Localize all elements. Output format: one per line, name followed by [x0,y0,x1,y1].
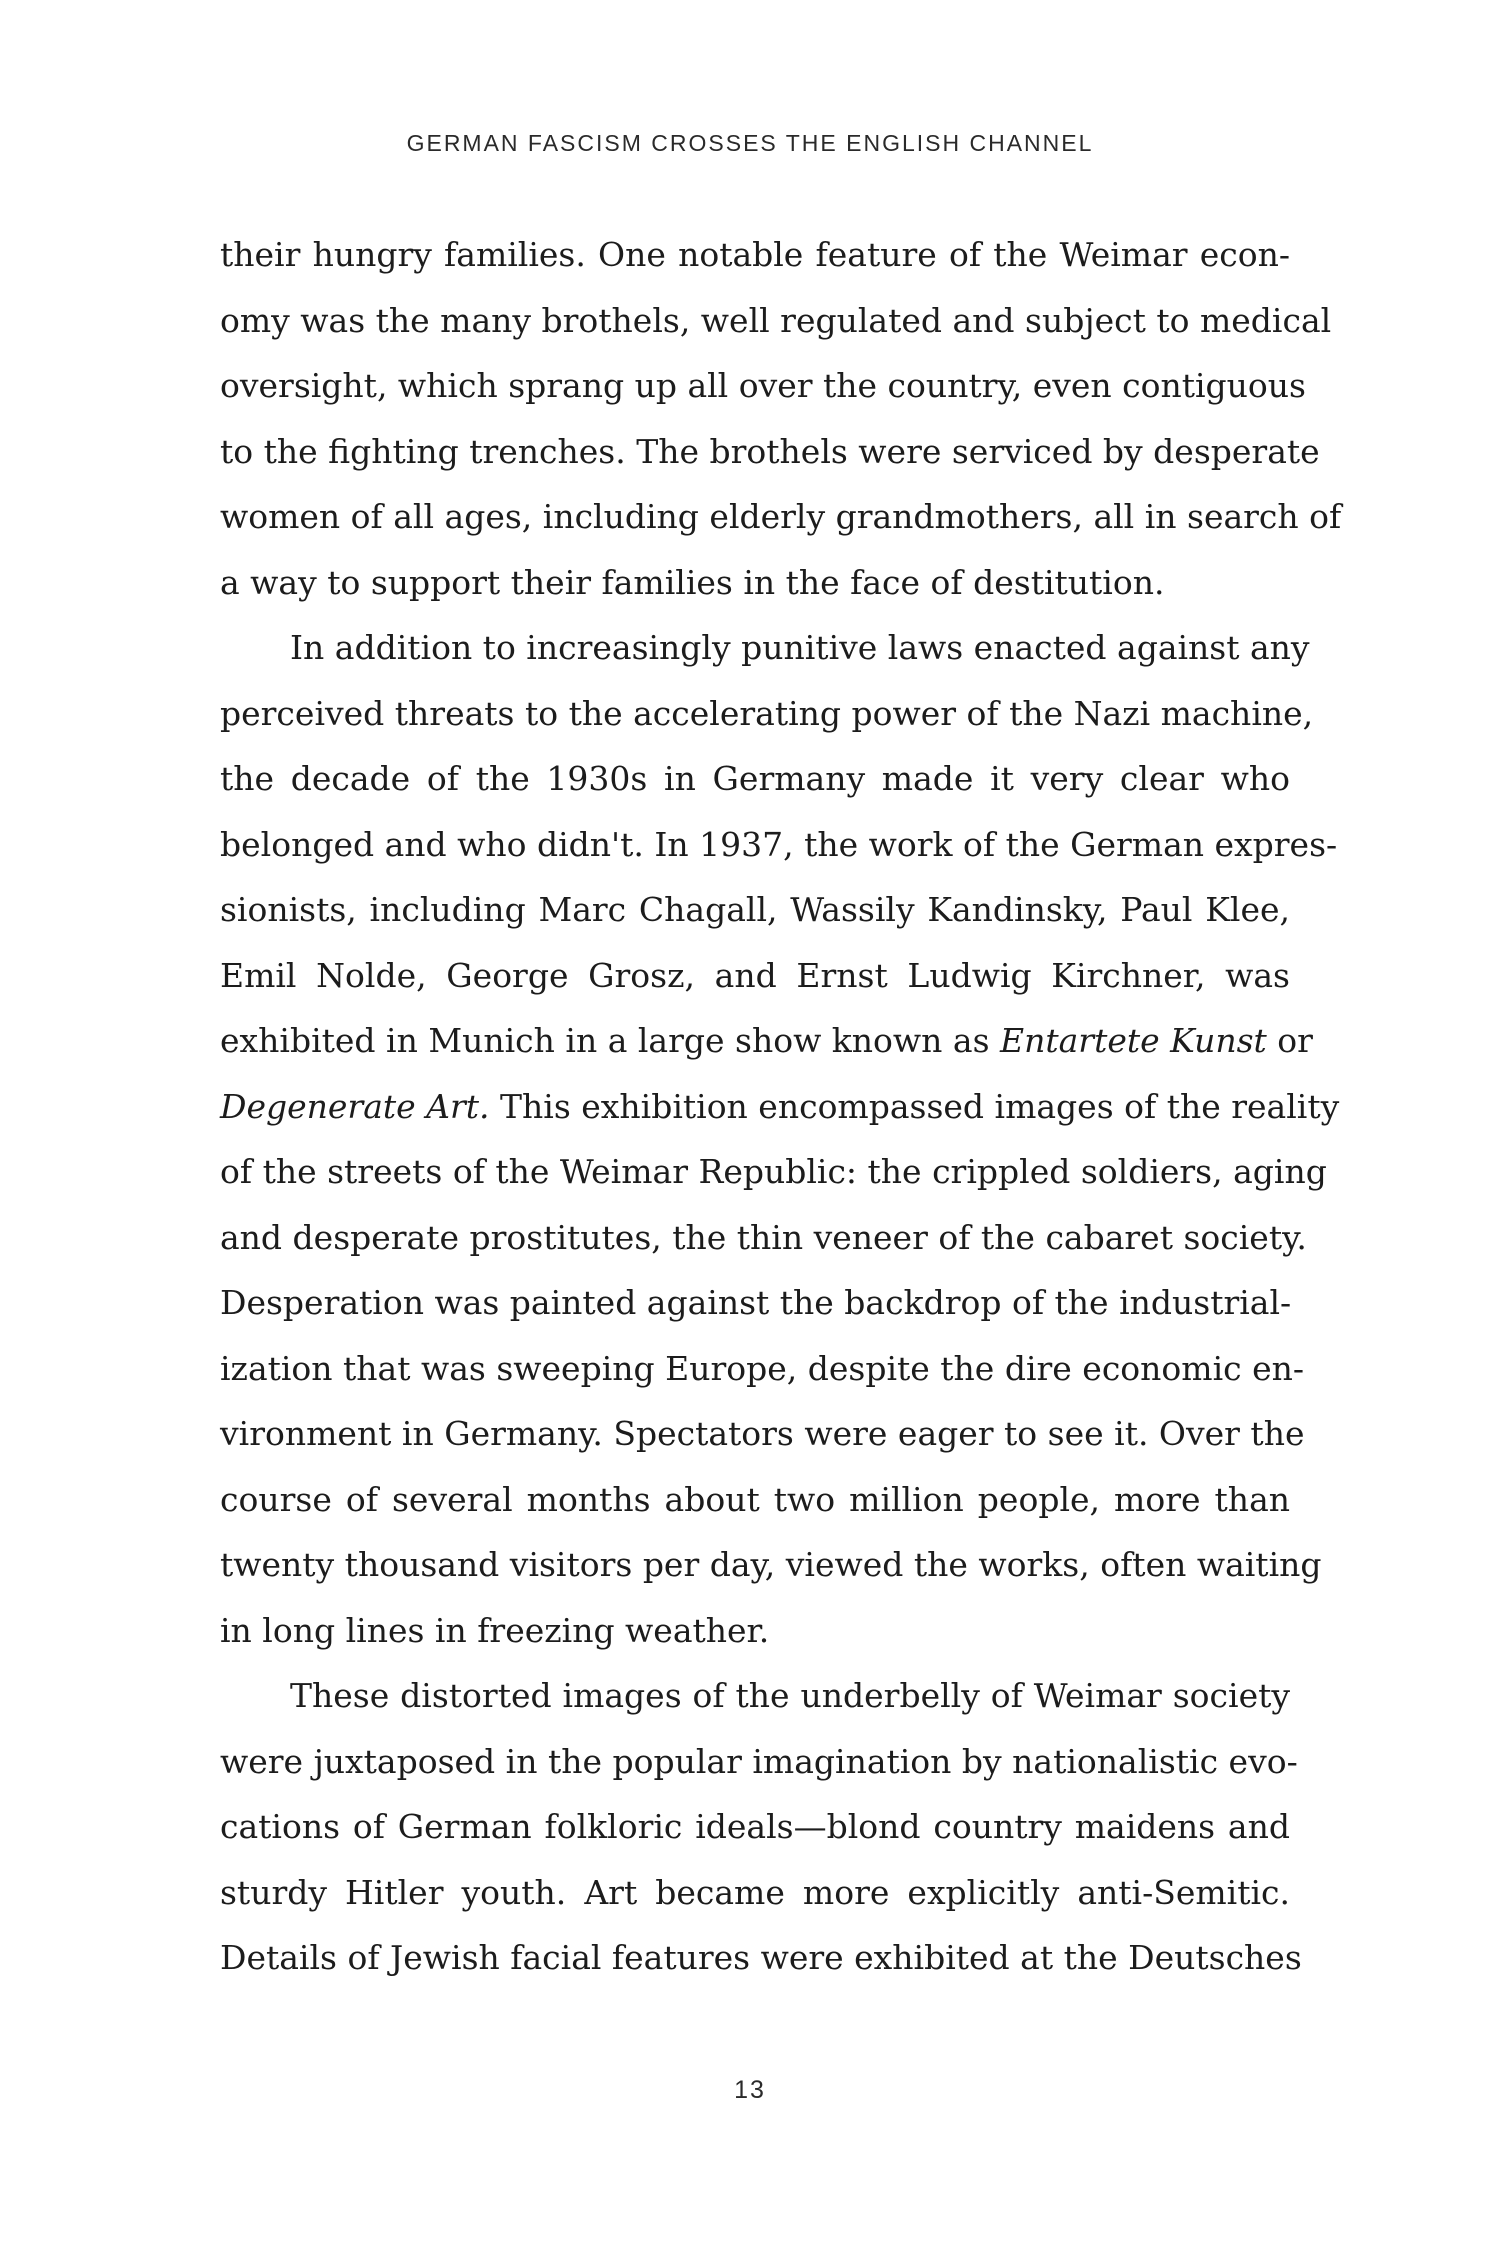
text-line: in long lines in freezing weather. [220,1610,770,1650]
text-line: sionists, including Marc Chagall, Wassily Kandinsky, Paul Klee, [220,890,1290,929]
text-line: Details of Jewish facial features were exhibited at the Deutsches [220,1938,1302,1977]
text-line: to the fighting trenches. The brothels were serviced by desperate [220,431,1320,471]
text-run: This exhibition encompassed images of the reality [489,1086,1340,1126]
text-line: cations of German folkloric ideals—blond country maidens and [220,1807,1290,1846]
text-line: omy was the many brothels, well regulated and subject to medical [220,300,1332,340]
page-number: 13 [734,2076,766,2104]
text-line: a way to support their families in the face of destitution. [220,562,1165,602]
text-line: the decade of the 1930s in Germany made it very clear who [220,759,1290,798]
text-line: In addition to increasingly punitive laws enacted against any [290,628,1310,667]
text-run: exhibited in Munich in a large show known as [220,1021,1001,1060]
text-line: women of all ages, including elderly grandmothers, all in search of [220,497,1342,536]
body-text [220,222,1342,1991]
text-line: ization that was sweeping Europe, despite the dire economic en- [220,1348,1305,1388]
text-line: of the streets of the Weimar Republic: the crippled soldiers, aging [220,1152,1327,1191]
text-line [220,1074,1340,1140]
artwork-title-italic: Entartete Kunst [1000,1021,1267,1060]
text-line: were juxtaposed in the popular imagination by nationalistic evo- [220,1741,1298,1781]
text-line: Desperation was painted against the backdrop of the industrial- [220,1283,1292,1322]
text-line: sturdy Hitler youth. Art became more explicitly anti-Semitic. [220,1872,1290,1912]
text-line: and desperate prostitutes, the thin veneer of the cabaret society. [220,1217,1307,1257]
text-line: oversight, which sprang up all over the country, even contiguous [220,366,1306,405]
text-line: their hungry families. One notable feature of the Weimar econ- [220,235,1290,274]
text-line: These distorted images of the underbelly of Weimar society [290,1676,1290,1715]
text-line: perceived threats to the accelerating power of the Nazi machine, [220,693,1314,733]
text-line: course of several months about two million people, more than [220,1479,1290,1519]
running-head: GERMAN FASCISM CROSSES THE ENGLISH CHANNEL [406,130,1094,156]
text-line: Emil Nolde, George Grosz, and Ernst Ludwig Kirchner, was [220,955,1290,995]
artwork-title-italic: Degenerate Art. [220,1086,490,1126]
text-run: or [1266,1021,1313,1060]
text-line: twenty thousand visitors per day, viewed the works, often waiting [220,1545,1322,1584]
text-line: vironment in Germany. Spectators were eager to see it. Over the [220,1414,1305,1453]
text-line: belonged and who didn't. In 1937, the work of the German expres- [220,824,1338,864]
text-line [220,1008,1313,1074]
